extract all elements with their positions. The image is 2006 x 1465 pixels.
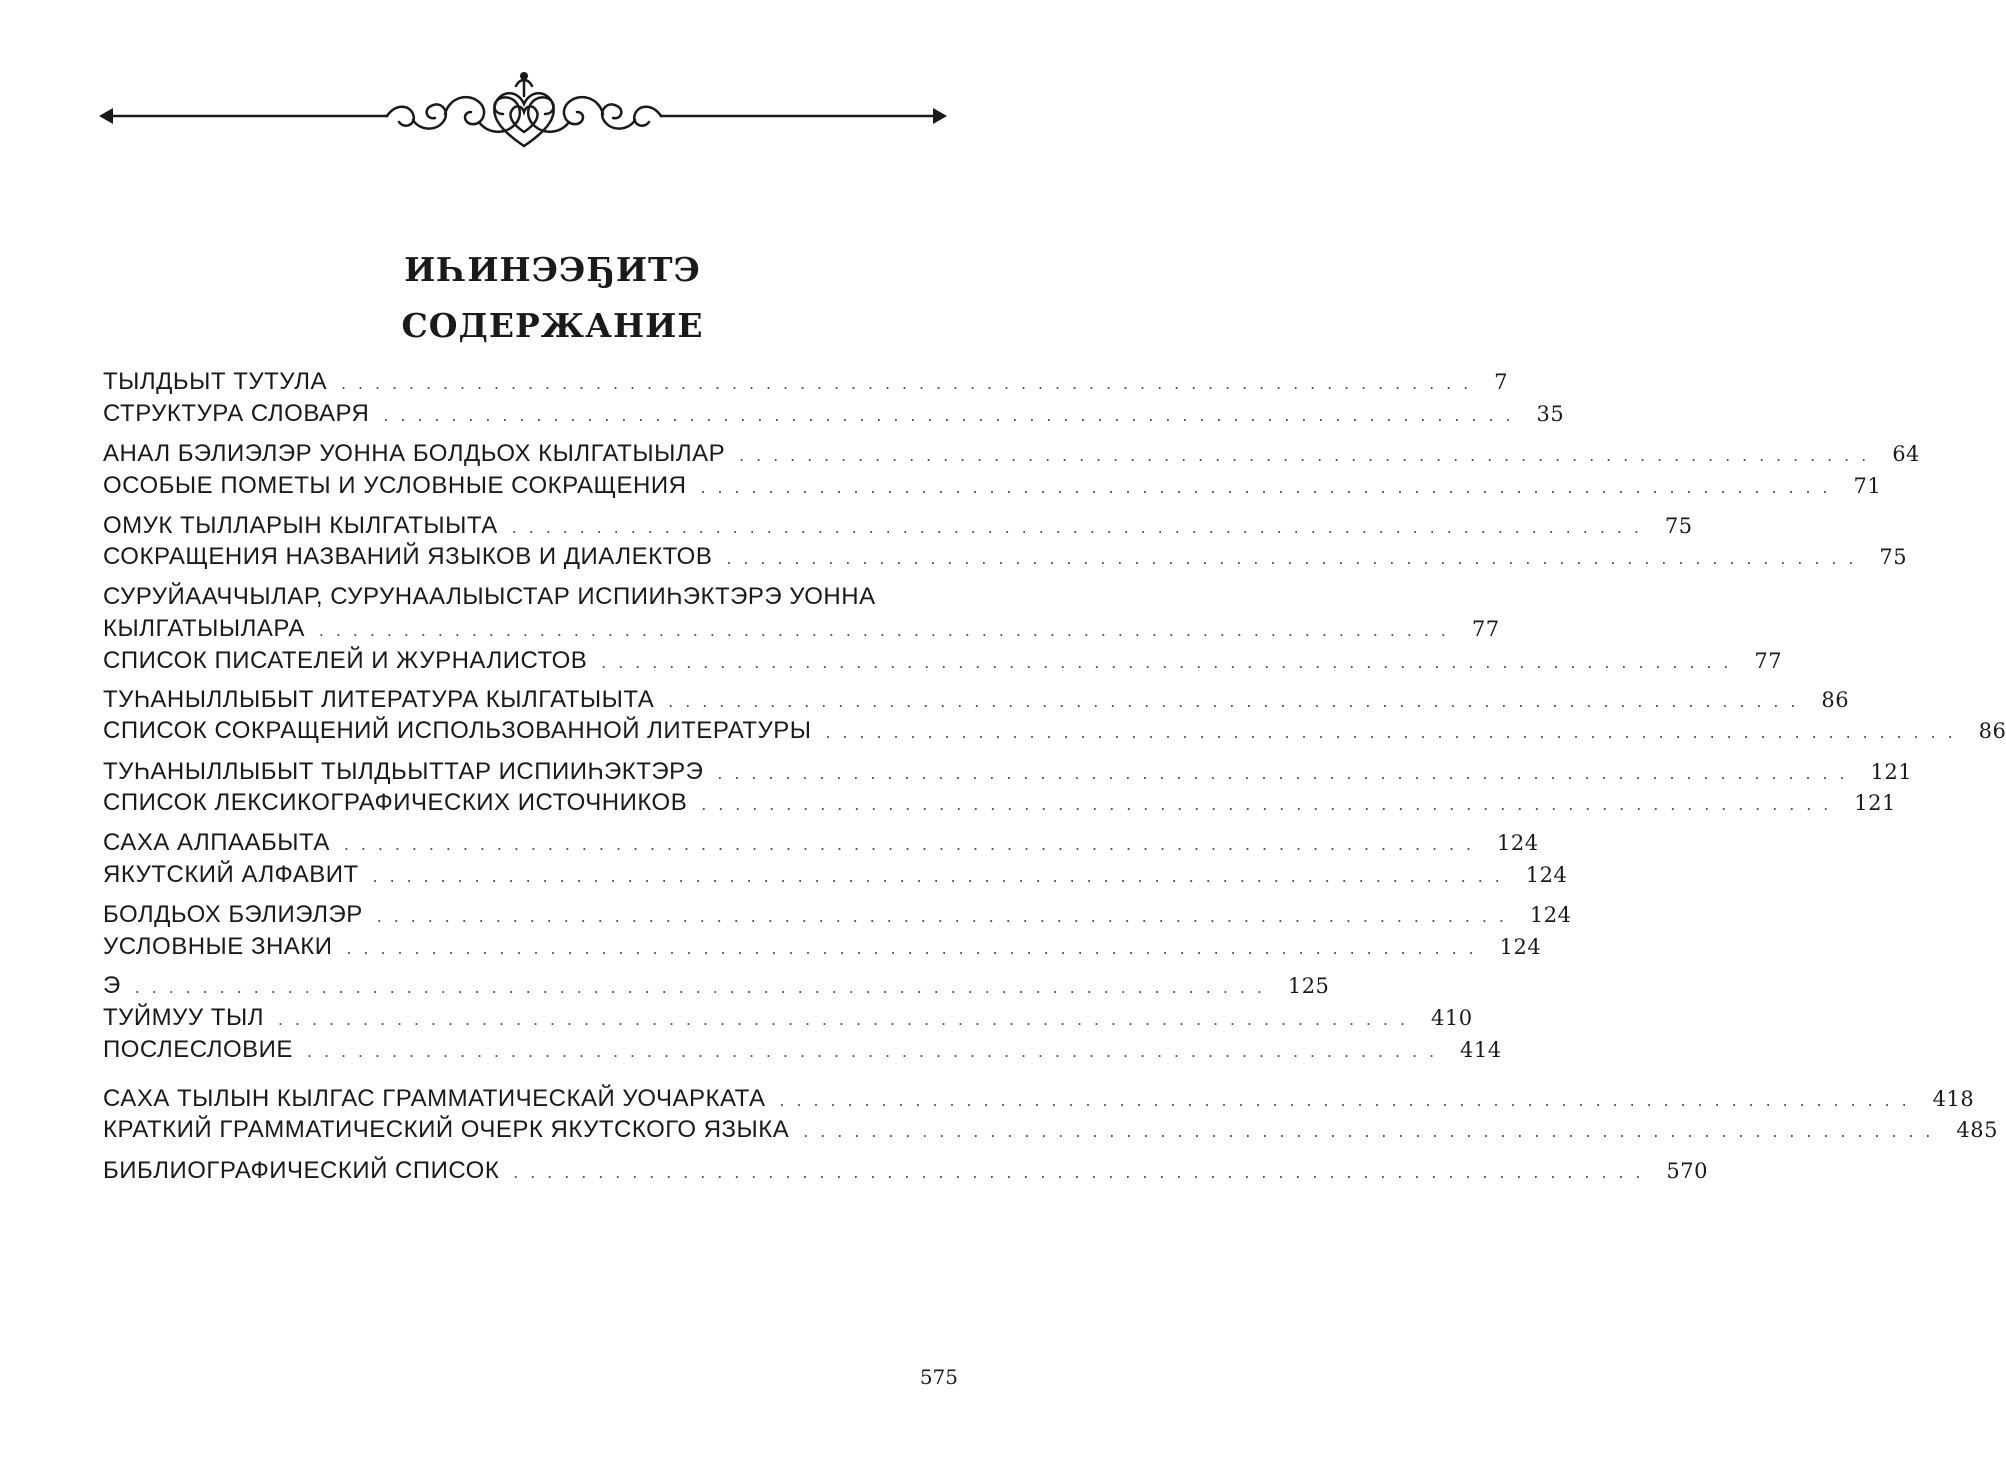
toc-entry-page: 77 [1471,617,1500,641]
toc-entry[interactable] [103,647,1783,677]
toc-entry-page: 64 [1892,442,1920,466]
toc-entry[interactable] [103,901,1572,931]
toc-entry-title: ТЫЛДЬЫТ ТУТУЛА [103,368,328,395]
toc-entry-title: ТУҺАНЫЛЛЫБЫТ ЛИТЕРАТУРА КЫЛГАТЫЫТА [103,686,655,713]
toc-entry-page: 414 [1460,1038,1502,1062]
toc-entry-page: 121 [1854,791,1896,815]
page-number: 575 [919,1365,958,1389]
dot-leader: ................................................................... [343,834,1483,854]
toc-entry-page: 35 [1536,402,1565,426]
dot-leader: ................................................................... [306,1041,1447,1061]
toc-entry[interactable] [103,440,1920,470]
toc-entry-title: САХА АЛПААБЫТА [103,829,330,856]
toc-entry-title: ТУҺАНЫЛЛЫБЫТ ТЫЛДЬЫТТАР ИСПИИҺЭКТЭРЭ [103,758,704,785]
toc-entry[interactable] [103,472,1882,502]
toc-entry-title: ПОСЛЕСЛОВИЕ [103,1036,293,1063]
toc-entry[interactable] [103,615,1500,645]
toc-entry-page: 570 [1666,1159,1708,1183]
toc-entry-page: 75 [1879,545,1908,569]
toc-entry[interactable] [103,861,1568,891]
toc-entry-page: 410 [1431,1006,1473,1030]
toc-entry-title: ОСОБЫЕ ПОМЕТЫ И УСЛОВНЫЕ СОКРАЩЕНИЯ [103,472,687,499]
dot-leader: ................................................................... [383,405,1523,425]
toc-entry-page: 86 [1821,688,1850,712]
toc-entry-title: ЯКУТСКИЙ АЛФАВИТ [103,861,359,888]
toc-entry[interactable] [103,1116,1998,1146]
toc-entry-page: 418 [1932,1087,1975,1111]
dot-leader: ................................................................... [739,445,1879,465]
toc-entry[interactable] [103,717,2006,747]
toc-entry[interactable] [103,512,1693,542]
toc-entry[interactable] [103,789,1896,819]
page-title-russian: СОДЕРЖАНИЕ [401,306,704,345]
toc-entry[interactable] [103,933,1542,963]
toc-entry-page: 7 [1494,370,1508,394]
toc-entry-title: УСЛОВНЫЕ ЗНАКИ [103,933,333,960]
toc-entry[interactable] [103,1157,1708,1187]
toc-entry-page: 121 [1870,760,1913,784]
toc-entry-page: 75 [1664,514,1693,538]
toc-entry-page: 77 [1754,649,1783,673]
dot-leader: ................................................................... [376,906,1516,926]
dot-leader: ................................................................... [700,477,1840,497]
toc-entry-page: 124 [1529,903,1572,927]
dot-leader: ................................................................... [701,794,1841,814]
toc-entry-title: СПИСОК ЛЕКСИКОГРАФИЧЕСКИХ ИСТОЧНИКОВ [103,789,688,816]
toc-entry-page: 485 [1956,1118,1998,1142]
toc-entry[interactable] [103,758,1913,788]
toc-entry-title: САХА ТЫЛЫН КЫЛГАС ГРАММАТИЧЕСКАЙ УОЧАРКАТА [103,1085,766,1112]
toc-entry-page: 71 [1853,474,1882,498]
dot-leader: ................................................................... [717,763,1857,783]
dot-leader: ................................................................... [372,866,1512,886]
toc-entry[interactable] [103,368,1508,398]
dot-leader: ................................................................... [601,652,1741,672]
ornamental-divider-icon [95,66,955,156]
toc-entry[interactable] [103,583,955,613]
toc-entry-title: ОМУК ТЫЛЛАРЫН КЫЛГАТЫЫТА [103,512,498,539]
toc-entry-title: БИБЛИОГРАФИЧЕСКИЙ СПИСОК [103,1157,500,1184]
toc-entry-title: Э [103,972,121,999]
dot-leader: ................................................................... [134,977,1274,997]
dot-leader: ................................................................... [513,1162,1653,1182]
toc-entry[interactable] [103,543,1908,573]
toc-entry[interactable] [103,1036,1502,1066]
dot-leader: ................................................................... [346,938,1486,958]
dot-leader: ................................................................... [511,517,1651,537]
toc-entry-title: ТУЙМУУ ТЫЛ [103,1004,264,1031]
dot-leader: ................................................................... [318,620,1458,640]
dot-leader: ................................................................... [779,1090,1919,1110]
dot-leader: ................................................................... [668,691,1808,711]
toc-entry-title: СПИСОК ПИСАТЕЛЕЙ И ЖУРНАЛИСТОВ [103,647,588,674]
toc-entry[interactable] [103,1085,1975,1115]
toc-entry-title: АНАЛ БЭЛИЭЛЭР УОННА БОЛДЬОХ КЫЛГАТЫЫЛАР [103,440,726,467]
toc-entry-title: КЫЛГАТЫЫЛАРА [103,615,305,642]
toc-entry-page: 125 [1287,974,1330,998]
dot-leader: ................................................................... [341,373,1481,393]
toc-entry-page: 124 [1497,831,1539,855]
toc-entry-page: 124 [1499,935,1542,959]
toc-entry-title: СУРУЙААЧЧЫЛАР, СУРУНААЛЫЫСТАР ИСПИИҺЭКТЭРЭ УОННА [103,583,876,610]
dot-leader: ................................................................... [803,1121,1943,1141]
dot-leader: ................................................................... [277,1009,1418,1029]
toc-entry[interactable] [103,400,1565,430]
dot-leader: ................................................................... [726,548,1866,568]
toc-entry-page: 86 [1978,719,2006,743]
toc-entry-title: БОЛДЬОХ БЭЛИЭЛЭР [103,901,363,928]
page-title-sakha: ИҺИНЭЭҔИТЭ [404,250,701,289]
toc-entry-title: СОКРАЩЕНИЯ НАЗВАНИЙ ЯЗЫКОВ И ДИАЛЕКТОВ [103,543,713,570]
toc-entry[interactable] [103,1004,1473,1034]
toc-entry-title: КРАТКИЙ ГРАММАТИЧЕСКИЙ ОЧЕРК ЯКУТСКОГО ЯЗЫКА [103,1116,790,1143]
toc-entry[interactable] [103,972,1330,1002]
dot-leader: ................................................................... [825,722,1965,742]
toc-entry-title: СТРУКТУРА СЛОВАРЯ [103,400,370,427]
toc-entry[interactable] [103,829,1539,859]
toc-entry[interactable] [103,686,1850,716]
toc-entry-title: СПИСОК СОКРАЩЕНИЙ ИСПОЛЬЗОВАННОЙ ЛИТЕРАТУРЫ [103,717,812,744]
toc-entry-page: 124 [1525,863,1568,887]
